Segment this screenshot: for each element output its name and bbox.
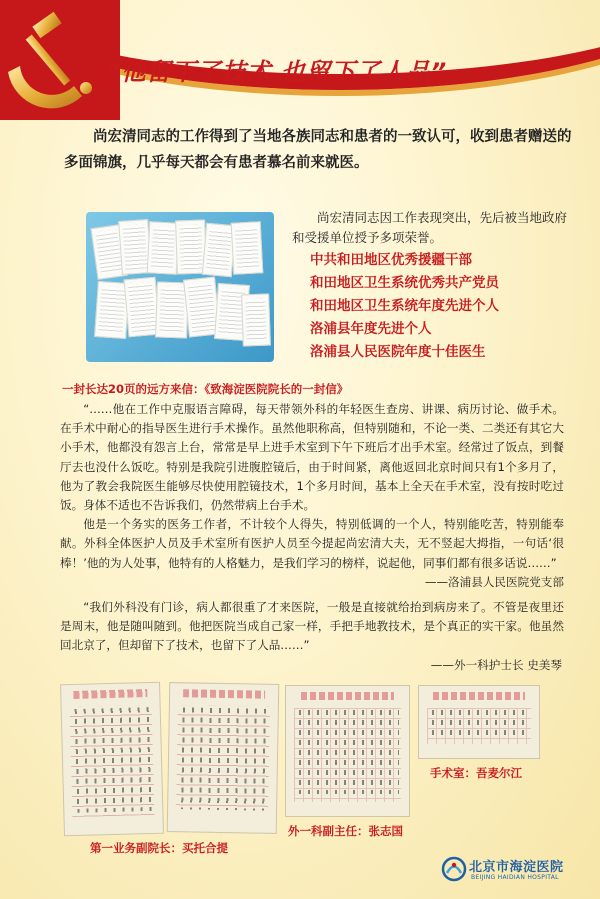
- letter-body: [60, 400, 564, 592]
- handwritten-letter-scan: [60, 682, 164, 837]
- quote-signature: ——外一科护士长 史美琴: [430, 658, 562, 672]
- scan-caption: 外一科副主任：张志国: [288, 824, 403, 838]
- handwritten-letter-scan: [167, 682, 280, 834]
- letter-title: 一封长达20页的远方来信：《致海淀医院院长的一封信》: [62, 382, 349, 396]
- scan-caption: 第一业务副院长：买托合提: [90, 841, 228, 855]
- honor-item: 和田地区卫生系统年度先进个人: [310, 298, 499, 314]
- hospital-name: 北京市海淀医院: [469, 860, 564, 875]
- letter-paragraph: “……他在工作中克服语言障碍，每天带领外科的年轻医生查房、讲课、病历讨论、做手术。在手术中耐心的指导医生进行手术操作。虽然他职称高，但特别随和，不论一类、二类还有其它大小手术，他都没有怨言上台，常常是早上进手术室到下午下班后才出手术室。经常过了饭点，到餐厅去也没什么饭吃。特别是我院引进腹腔镜后，由于时间紧，离他返回北京时间只有1个多月了，他为了教会我院医生能够尽快使用腔镜技术，1个多月时间，基本上全天在手术室，没有按时吃过饭。身体不适也不告诉我们，仍然带病上台手术。: [60, 402, 564, 513]
- honors-list: [310, 249, 580, 364]
- honor-item: 洛浦县年度先进个人: [310, 321, 432, 337]
- hospital-logo: [441, 852, 591, 892]
- party-emblem-icon: [0, 0, 120, 120]
- handwritten-letter-scan: [418, 685, 540, 759]
- letter-signature: ——洛浦县人民医院党支部: [424, 574, 564, 589]
- honor-item: 中共和田地区优秀援疆干部: [310, 252, 472, 268]
- scan-caption: 手术室：吾麦尔江: [430, 766, 522, 780]
- nurse-quote: “我们外科没有门诊，病人都很重了才来医院，一般是直接就给抬到病房来了。不管是夜里还是周末，他是随叫随到。他把医院当成自己家一样，手把手地教技术，是个真正的实干家。他虽然回北京了，但却留下了技术，也留下了人品……”: [60, 600, 564, 653]
- honor-item: 和田地区卫生系统优秀共产党员: [310, 275, 499, 291]
- letter-paragraph: 他是一个务实的医务工作者，不计较个人得失，特别低调的一个人，特别能吃苦，特别能奉献。外科全体医护人员及手术室所有医护人员至今提起尚宏清大夫，无不竖起大拇指，一句话‘很棒！’他的为人处事，他特有的人格魅力，是我们学习的榜样，说起他，同事们都有很多话说……”: [60, 517, 564, 570]
- page-headline: “他留下了技术 也留下了人品”: [105, 58, 448, 86]
- honors-intro: 尚宏清同志因工作表现突出，先后被当地政府和受援单位授予多项荣誉。: [292, 210, 568, 245]
- handwritten-letter-scan: [285, 685, 410, 817]
- honor-item: 洛浦县人民医院年度十佳医生: [310, 344, 486, 360]
- hospital-logo-icon: [441, 856, 467, 882]
- banners-photo: [86, 212, 274, 362]
- hospital-name-en: BEIJING HAIDIAN HOSPITAL: [471, 874, 559, 881]
- intro-paragraph: 尚宏清同志的工作得到了当地各族同志和患者的一致认可，收到患者赠送的多面锦旗，几乎每天都会有患者慕名前来就医。: [64, 129, 572, 171]
